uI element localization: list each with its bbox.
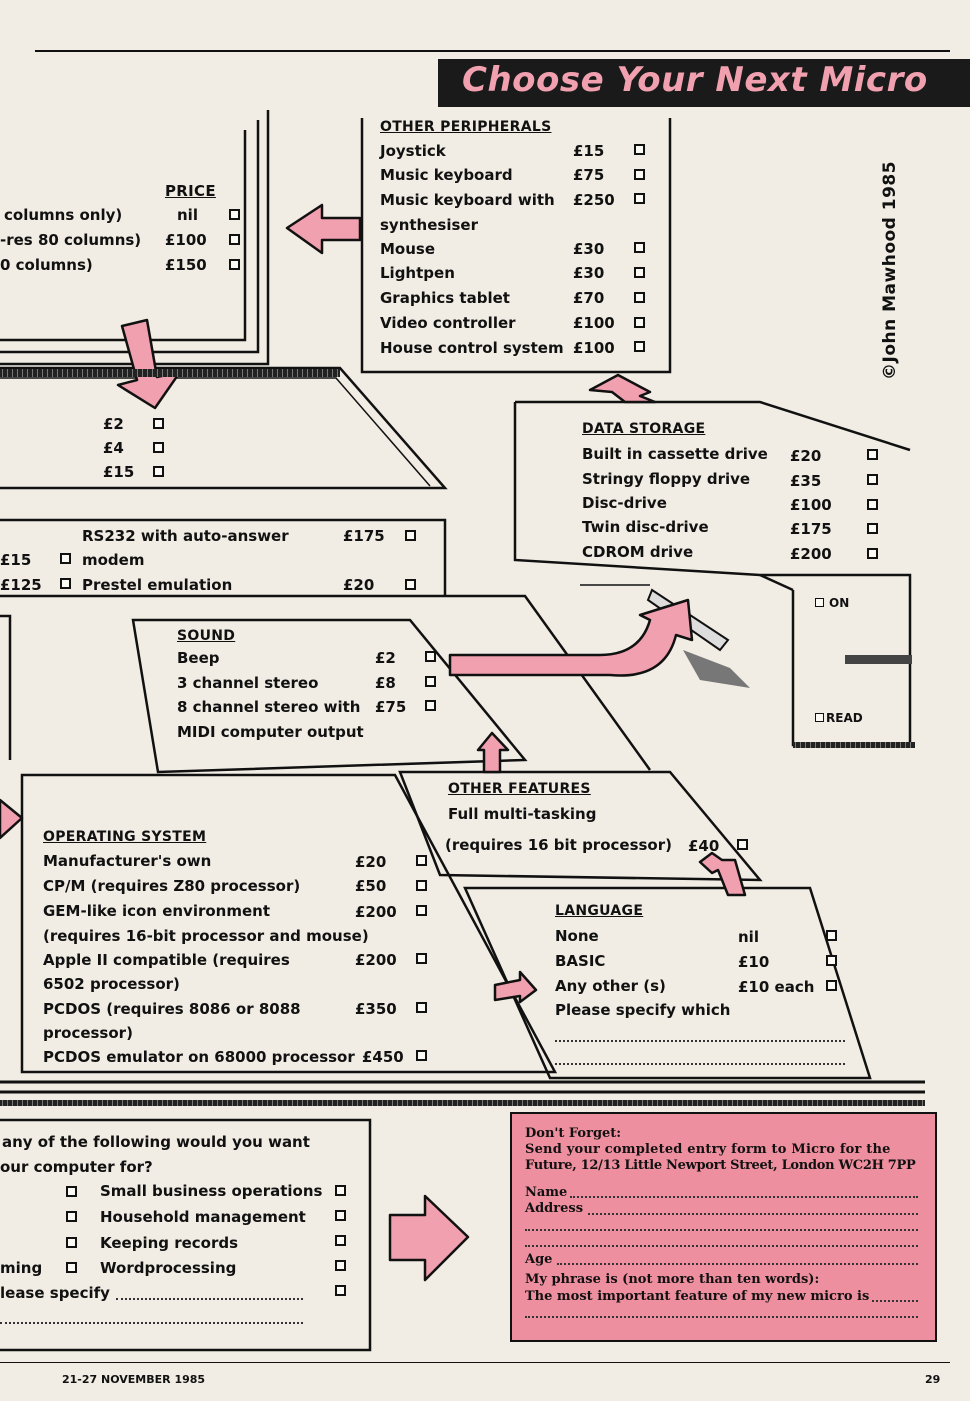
uses-question: our computer for? [0,1158,153,1176]
other-features-heading: OTHER FEATURES [448,781,591,797]
sound-heading: SOUND [177,628,236,644]
checkbox[interactable] [416,1050,427,1061]
peripheral-price: £100 [573,314,615,332]
footer-date: 21-27 NOVEMBER 1985 [62,1373,206,1386]
language-label: None [555,927,599,945]
os-price: £50 [355,877,387,895]
address-field[interactable] [525,1229,918,1231]
storage-label: Built in cassette drive [582,445,768,463]
checkbox[interactable] [153,442,164,453]
sound-label: MIDI computer output [177,723,364,741]
peripheral-label: Music keyboard [380,166,513,184]
checkbox[interactable] [229,234,240,245]
data-storage-heading: DATA STORAGE [582,421,706,437]
storage-price: £175 [790,520,832,538]
checkbox[interactable] [634,267,645,278]
storage-label: Disc-drive [582,494,667,512]
page-title: Choose Your Next Micro [462,60,928,100]
uses-item: Keeping records [100,1234,239,1252]
language-label: Any other (s) [555,977,666,995]
checkbox[interactable] [335,1210,346,1221]
os-label: GEM-like icon environment [43,902,271,920]
storage-price: £35 [790,472,822,490]
checkbox[interactable] [425,651,436,662]
peripheral-price: £30 [573,240,605,258]
os-price: £200 [355,951,397,969]
price-row-value: £150 [165,256,207,274]
sound-price: £8 [375,674,396,692]
checkbox[interactable] [405,530,416,541]
other-features-price: £40 [688,837,720,855]
os-heading: OPERATING SYSTEM [43,829,207,845]
memory-price: £4 [103,439,124,457]
sound-price: £75 [375,698,407,716]
checkbox[interactable] [425,700,436,711]
language-price: £10 each [738,978,815,996]
uses-specify: lease specify [0,1284,110,1302]
age-label: Age [525,1252,553,1267]
language-price: nil [738,928,759,946]
checkbox[interactable] [416,880,427,891]
os-label: processor) [43,1024,133,1042]
os-label: PCDOS (requires 8086 or 8088 [43,1000,301,1018]
peripheral-price: £100 [573,339,615,357]
sound-label: Beep [177,649,220,667]
peripheral-label: synthesiser [380,216,478,234]
phrase-text: The most important feature of my new micro is [525,1289,870,1304]
address-label: Address [525,1201,584,1216]
peripheral-price: £30 [573,264,605,282]
sound-price: £2 [375,649,396,667]
address-field[interactable] [588,1213,918,1215]
name-label: Name [525,1185,568,1200]
checkbox[interactable] [66,1211,77,1222]
uses-item: Wordprocessing [100,1259,237,1277]
peripheral-label: Graphics tablet [380,289,510,307]
checkbox[interactable] [66,1237,77,1248]
peripheral-label: House control system [380,339,564,357]
language-label: BASIC [555,952,606,970]
form-instruction: Send your completed entry form to Micro for the [525,1142,891,1157]
checkbox[interactable] [867,523,878,534]
phrase-label: My phrase is (not more than ten words): [525,1272,820,1287]
checkbox[interactable] [425,676,436,687]
checkbox[interactable] [405,579,416,590]
checkbox[interactable] [229,209,240,220]
language-price: £10 [738,953,770,971]
other-features-line: (requires 16 bit processor) [445,836,672,854]
checkbox[interactable] [867,548,878,559]
sound-label: 3 channel stereo [177,674,319,692]
os-price: £350 [355,1000,397,1018]
on-label: ON [829,596,850,610]
price-row-label: 0 columns) [0,256,93,274]
peripheral-price: £75 [573,166,605,184]
os-price: £20 [355,853,387,871]
os-label: PCDOS emulator on 68000 processor [43,1048,355,1066]
phrase-field[interactable] [872,1300,918,1302]
storage-label: Twin disc-drive [582,518,709,536]
storage-price: £200 [790,545,832,563]
checkbox[interactable] [416,855,427,866]
language-specify-line[interactable] [555,1040,845,1042]
checkbox[interactable] [335,1235,346,1246]
uses-item: Household management [100,1208,306,1226]
storage-price: £20 [790,447,822,465]
storage-label: Stringy floppy drive [582,470,751,488]
os-label: CP/M (requires Z80 processor) [43,877,301,895]
rs232-label: RS232 with auto-answer [82,527,289,545]
on-indicator [815,598,824,607]
divider-stripe [0,369,340,377]
prestel-label: Prestel emulation [82,576,233,594]
checkbox[interactable] [634,193,645,204]
peripheral-price: £250 [573,191,615,209]
checkbox[interactable] [634,317,645,328]
peripheral-price: £15 [573,142,605,160]
checkbox[interactable] [826,980,837,991]
uses-item: Small business operations [100,1182,323,1200]
checkbox[interactable] [867,474,878,485]
uses-specify-line[interactable] [116,1298,303,1300]
checkbox[interactable] [229,259,240,270]
language-heading: LANGUAGE [555,903,644,919]
memory-price: £15 [103,463,135,481]
prestel-price: £20 [343,576,375,594]
peripheral-label: Lightpen [380,264,455,282]
peripheral-label: Mouse [380,240,436,258]
footer-rule [0,1362,950,1363]
price-row-value: £100 [165,231,207,249]
comms-left-price: £125 [0,576,42,594]
checkbox[interactable] [634,341,645,352]
checkbox[interactable] [335,1260,346,1271]
rs232-price: £175 [343,527,385,545]
checkbox[interactable] [153,418,164,429]
name-field[interactable] [570,1196,918,1198]
checkbox[interactable] [634,292,645,303]
os-price: £200 [355,903,397,921]
checkbox[interactable] [66,1262,77,1273]
uses-question: any of the following would you want [2,1133,310,1151]
peripheral-price: £70 [573,289,605,307]
checkbox[interactable] [416,1002,427,1013]
price-row-value: nil [177,206,198,224]
memory-price: £2 [103,415,124,433]
page-number: 29 [925,1373,941,1386]
address-field[interactable] [525,1245,918,1247]
checkbox[interactable] [867,499,878,510]
checkbox[interactable] [153,466,164,477]
os-price: £450 [362,1048,404,1066]
checkbox[interactable] [66,1186,77,1197]
checkbox[interactable] [416,905,427,916]
uses-fragment: ming [0,1259,43,1277]
age-field[interactable] [557,1263,918,1265]
uses-specify-line[interactable] [0,1322,303,1324]
language-specify: Please specify which [555,1001,731,1019]
divider-stripe [0,1100,925,1106]
comms-left-price: £15 [0,551,32,569]
checkbox[interactable] [737,839,748,850]
checkbox[interactable] [60,553,71,564]
form-instruction: Future, 12/13 Little Newport Street, London WC2H 7PP [525,1158,916,1173]
checkbox[interactable] [634,242,645,253]
phrase-field[interactable] [525,1316,918,1318]
price-heading: PRICE [165,182,216,200]
other-features-line: Full multi-tasking [448,805,597,823]
os-label: 6502 processor) [43,975,180,993]
peripherals-heading: OTHER PERIPHERALS [380,119,552,135]
checkbox[interactable] [335,1185,346,1196]
os-label: (requires 16-bit processor and mouse) [43,927,369,945]
sound-label: 8 channel stereo with [177,698,361,716]
checkbox[interactable] [867,449,878,460]
storage-label: CDROM drive [582,543,694,561]
peripheral-label: Video controller [380,314,516,332]
peripheral-label: Joystick [380,142,446,160]
checkbox[interactable] [826,955,837,966]
divider-stripe [793,742,915,748]
checkbox[interactable] [416,953,427,964]
storage-price: £100 [790,496,832,514]
checkbox[interactable] [826,930,837,941]
checkbox[interactable] [634,169,645,180]
price-row-label: columns only) [4,206,123,224]
os-label: Apple II compatible (requires [43,951,290,969]
dont-forget: Don't Forget: [525,1126,622,1141]
checkbox[interactable] [60,578,71,589]
checkbox[interactable] [634,144,645,155]
os-label: Manufacturer's own [43,852,212,870]
modem-label: modem [82,551,145,569]
read-label: READ [826,711,863,725]
checkbox[interactable] [335,1285,346,1296]
read-indicator [815,713,824,722]
price-row-label: -res 80 columns) [0,231,142,249]
peripheral-label: Music keyboard with [380,191,555,209]
language-specify-line[interactable] [555,1063,845,1065]
copyright-vertical: ©John Mawhood 1985 [880,160,900,380]
